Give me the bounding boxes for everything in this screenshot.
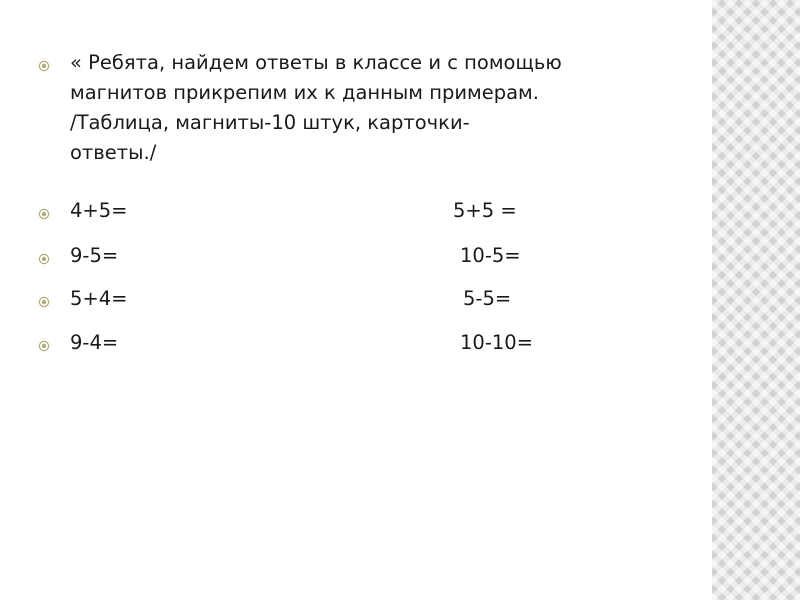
example-left: 9-4= — [70, 331, 119, 354]
example-right: 10-10= — [460, 331, 534, 354]
intro-paragraph — [70, 48, 562, 168]
example-left: 9-5= — [70, 244, 119, 267]
example-right: 5-5= — [463, 287, 512, 310]
side-decor-band — [712, 0, 800, 600]
circle-bullet-icon — [38, 60, 50, 72]
example-left: 4+5= — [70, 199, 128, 222]
example-right: 5+5 = — [453, 199, 517, 222]
intro-line: /Таблица, магниты-10 штук, карточки- — [70, 111, 470, 134]
intro-line: ответы./ — [70, 141, 157, 164]
circle-bullet-icon — [38, 208, 50, 220]
example-left: 5+4= — [70, 287, 128, 310]
intro-line: магнитов прикрепим их к данным примерам. — [70, 81, 539, 104]
example-right: 10-5= — [460, 244, 521, 267]
intro-line: « Ребята, найдем ответы в классе и с помощью — [70, 51, 562, 74]
circle-bullet-icon — [38, 253, 50, 265]
circle-bullet-icon — [38, 296, 50, 308]
circle-bullet-icon — [38, 340, 50, 352]
